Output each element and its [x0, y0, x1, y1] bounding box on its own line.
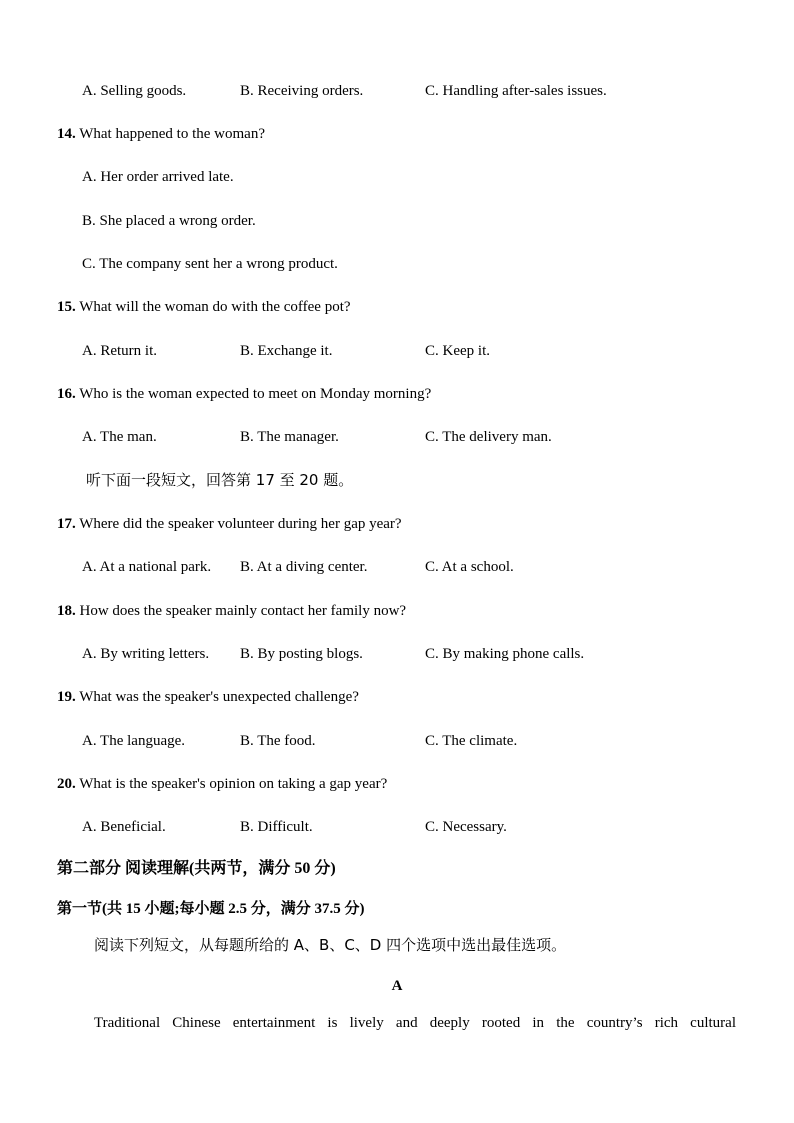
- q18-stem: [57, 601, 406, 621]
- q19-option-b: B. The food.: [240, 733, 316, 749]
- passage-text: Traditional Chinese entertainment is lively and deeply rooted in the country’s rich cultural: [94, 1015, 736, 1031]
- q14-option-b: B. She placed a wrong order.: [82, 213, 256, 229]
- q17-option-a: A. At a national park.: [82, 559, 212, 575]
- q20-text: What is the speaker's opinion on taking a gap year?: [75, 776, 388, 792]
- q16-text: Who is the woman expected to meet on Monday morning?: [75, 386, 432, 402]
- q13-option-b: B. Receiving orders.: [240, 83, 364, 99]
- q19-number: 19.: [57, 689, 76, 705]
- reading-instruction: 阅读下列短文，从每题所给的 A、B、C、D 四个选项中选出最佳选项。: [94, 936, 567, 954]
- q19-stem: [57, 687, 359, 707]
- q16-option-b: B. The manager.: [240, 429, 339, 445]
- listening-instruction: 听下面一段短文，回答第 17 至 20 题。: [86, 471, 354, 489]
- q15-option-b: B. Exchange it.: [240, 343, 333, 359]
- q16-option-c: C. The delivery man.: [425, 429, 552, 445]
- q18-option-c: C. By making phone calls.: [425, 646, 585, 662]
- q17-text: Where did the speaker volunteer during her gap year?: [75, 516, 402, 532]
- q15-option-c: C. Keep it.: [425, 343, 490, 359]
- q20-option-c: C. Necessary.: [425, 819, 507, 835]
- section1-heading: 第一节(共 15 小题;每小题 2.5 分，满分 37.5 分): [57, 901, 365, 917]
- q13-option-c: C. Handling after-sales issues.: [425, 83, 607, 99]
- q15-number: 15.: [57, 299, 76, 315]
- q14-stem: [57, 124, 265, 144]
- q19-text: What was the speaker's unexpected challenge?: [75, 689, 359, 705]
- q15-text: What will the woman do with the coffee pot?: [75, 299, 351, 315]
- q14-number: 14.: [57, 126, 76, 142]
- part2-heading: 第二部分 阅读理解(共两节，满分 50 分): [57, 860, 336, 877]
- q18-text: How does the speaker mainly contact her family now?: [75, 603, 407, 619]
- q18-option-a: A. By writing letters.: [82, 646, 210, 662]
- q15-option-a: A. Return it.: [82, 343, 157, 359]
- q16-number: 16.: [57, 386, 76, 402]
- q14-option-c: C. The company sent her a wrong product.: [82, 256, 338, 272]
- q13-option-a: A. Selling goods.: [82, 83, 187, 99]
- q20-stem: [57, 774, 387, 794]
- q16-option-a: A. The man.: [82, 429, 157, 445]
- q20-option-a: A. Beneficial.: [82, 819, 166, 835]
- q14-option-a: A. Her order arrived late.: [82, 169, 234, 185]
- q16-stem: [57, 384, 431, 404]
- q19-option-c: C. The climate.: [425, 733, 518, 749]
- q14-text: What happened to the woman?: [75, 126, 265, 142]
- q18-option-b: B. By posting blogs.: [240, 646, 363, 662]
- q17-option-c: C. At a school.: [425, 559, 514, 575]
- q19-option-a: A. The language.: [82, 733, 186, 749]
- q18-number: 18.: [57, 603, 76, 619]
- q17-stem: [57, 514, 402, 534]
- q20-option-b: B. Difficult.: [240, 819, 313, 835]
- q15-stem: [57, 297, 351, 317]
- q20-number: 20.: [57, 776, 76, 792]
- passage-label: A: [391, 978, 403, 994]
- q17-number: 17.: [57, 516, 76, 532]
- q17-option-b: B. At a diving center.: [240, 559, 368, 575]
